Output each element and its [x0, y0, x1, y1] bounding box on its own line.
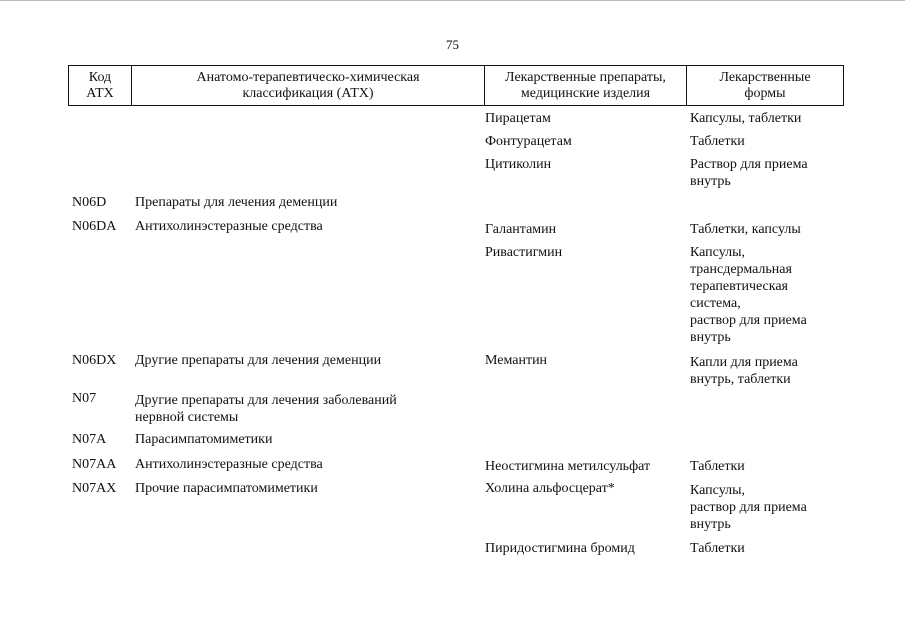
row-form: Капсулы, раствор для приема внутрь	[690, 483, 807, 532]
row-drug: Ривастигмин	[485, 245, 563, 260]
row-drug: Пиридостигмина бромид	[485, 541, 635, 556]
row-form: Раствор для приема внутрь	[690, 157, 808, 189]
row-form: Таблетки	[690, 459, 745, 474]
row-form: Капсулы, таблетки	[690, 111, 802, 126]
row-code: N07	[72, 391, 97, 406]
row-form: Таблетки, капсулы	[690, 222, 801, 237]
row-form: Таблетки	[690, 134, 745, 149]
row-classification: Другие препараты для лечения деменции	[135, 353, 382, 368]
row-code: N06DA	[72, 219, 117, 234]
row-classification: Препараты для лечения деменции	[135, 195, 338, 210]
row-drug: Цитиколин	[485, 157, 552, 172]
row-classification: Другие препараты для лечения заболеваний нервной системы	[135, 393, 397, 425]
row-classification: Парасимпатомиметики	[135, 432, 273, 447]
row-drug: Пирацетам	[485, 111, 551, 126]
row-form: Капсулы, трансдермальная терапевтическая система, раствор для приема внутрь	[690, 245, 807, 345]
row-drug: Неостигмина метилсульфат	[485, 459, 651, 474]
header-drugs: Лекарственные препараты, медицинские изделия	[485, 66, 687, 105]
row-code: N07AX	[72, 481, 117, 496]
row-classification: Прочие парасимпатомиметики	[135, 481, 318, 496]
row-classification: Антихолинэстеразные средства	[135, 219, 323, 234]
header-forms: Лекарственные формы	[719, 69, 811, 101]
table-header	[68, 65, 844, 106]
row-form: Таблетки	[690, 541, 745, 556]
row-drug: Фонтурацетам	[485, 134, 572, 149]
row-form: Капли для приема внутрь, таблетки	[690, 355, 798, 387]
row-classification: Антихолинэстеразные средства	[135, 457, 323, 472]
scan-top-edge	[0, 0, 905, 3]
row-drug: Мемантин	[485, 353, 548, 368]
row-drug: Галантамин	[485, 222, 557, 237]
row-drug: Холина альфосцерат*	[485, 481, 615, 496]
page-number: 75	[446, 37, 459, 52]
row-code: N07AA	[72, 457, 117, 472]
row-code: N06D	[72, 195, 107, 210]
row-code: N06DX	[72, 353, 117, 368]
header-code: Код АТХ	[69, 66, 132, 105]
row-code: N07A	[72, 432, 107, 447]
header-classification: Анатомо-терапевтическо-химическая классификация (АТХ)	[132, 66, 485, 105]
